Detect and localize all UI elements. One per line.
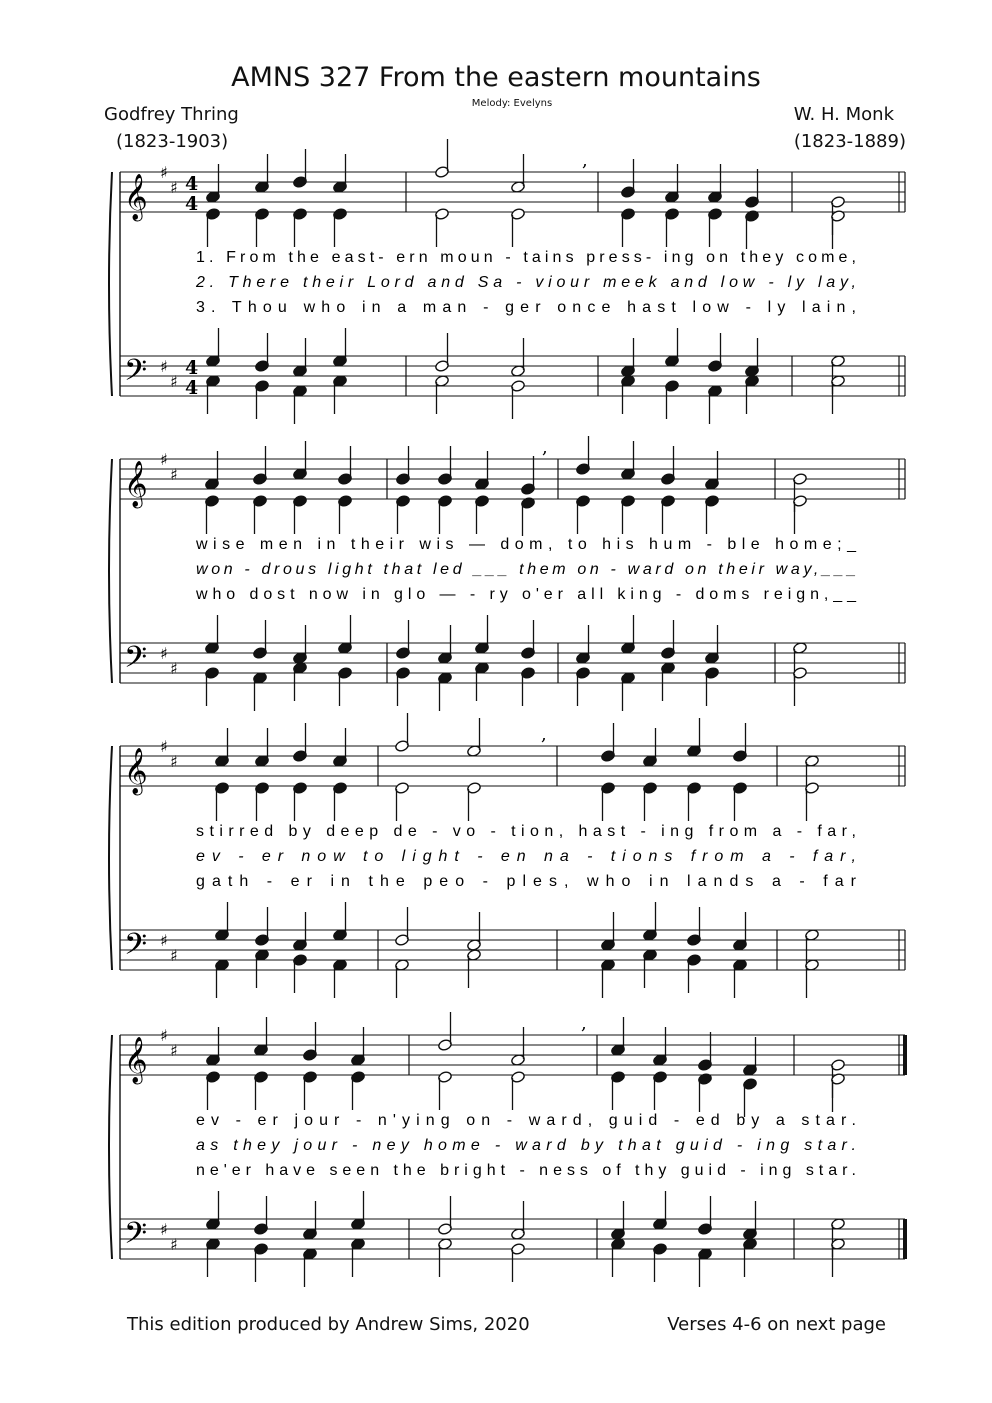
lyric-line-verse-2: won - drous light that led ___ them on - ward on their way,___ xyxy=(196,561,856,578)
lyric-line-verse-3: ne'er have seen the bright - ness of thy guid - ing star. xyxy=(196,1162,856,1179)
sharp-icon: ♯ xyxy=(170,752,178,771)
time-signature: 4 xyxy=(185,357,199,379)
music-author-dates: (1823-1889) xyxy=(793,131,906,152)
hymn-title: AMNS 327 From the eastern mountains xyxy=(231,62,761,93)
system-bracket xyxy=(109,459,112,683)
lyric-line-verse-2: ev - er now to light - en na - tions from a - far, xyxy=(196,848,856,865)
lyric-line-verse-2: 2. There their Lord and Sa - viour meek and low - ly lay, xyxy=(196,274,856,291)
lyric-line-verse-1: ev - er jour - n'ying on - ward, guid - ed by a star. xyxy=(196,1112,856,1129)
bass-clef-icon: 𝄢 xyxy=(124,1217,148,1258)
sharp-icon: ♯ xyxy=(160,357,168,376)
bass-clef-icon: 𝄢 xyxy=(124,354,148,395)
time-signature: 4 xyxy=(185,193,199,215)
sharp-icon: ♯ xyxy=(170,178,178,197)
system-bracket xyxy=(109,172,112,396)
sharp-icon: ♯ xyxy=(160,163,168,182)
lyric-line-verse-3: gath - er in the peo - ples, who in lands a - far xyxy=(196,873,856,890)
treble-clef-icon: 𝄞 xyxy=(124,748,148,794)
treble-clef-icon: 𝄞 xyxy=(124,1037,148,1083)
words-author-name: Godfrey Thring xyxy=(104,104,239,125)
sharp-icon: ♯ xyxy=(160,450,168,469)
breath-mark-icon: , xyxy=(542,437,548,458)
system-bracket xyxy=(109,746,112,970)
words-author-dates: (1823-1903) xyxy=(116,131,229,152)
sharp-icon: ♯ xyxy=(170,1235,178,1254)
melody-name: Melody: Evelyns xyxy=(471,98,553,109)
sharp-icon: ♯ xyxy=(170,465,178,484)
breath-mark-icon: , xyxy=(581,1013,587,1034)
footer-note: Verses 4-6 on next page xyxy=(667,1314,886,1335)
lyric-line-verse-3: 3. Thou who in a man - ger once hast low - ly lain, xyxy=(196,299,857,316)
lyric-line-verse-2: as they jour - ney home - ward by that guid - ing star. xyxy=(196,1137,856,1154)
sharp-icon: ♯ xyxy=(170,659,178,678)
breath-mark-icon: , xyxy=(541,724,547,745)
music-author-name: W. H. Monk xyxy=(793,104,894,125)
sharp-icon: ♯ xyxy=(170,1041,178,1060)
time-signature: 4 xyxy=(185,173,199,195)
breath-mark-icon: , xyxy=(582,150,588,171)
lyric-line-verse-3: who dost now in glo — - ry o'er all king - doms reign,__ xyxy=(196,586,857,603)
sharp-icon: ♯ xyxy=(160,931,168,950)
treble-clef-icon: 𝄞 xyxy=(124,461,148,507)
system-bracket xyxy=(109,1035,112,1259)
sharp-icon: ♯ xyxy=(160,737,168,756)
sharp-icon: ♯ xyxy=(160,1026,168,1045)
treble-clef-icon: 𝄞 xyxy=(124,174,148,220)
lyric-line-verse-1: wise men in their wis — dom, to his hum - ble home;_ xyxy=(196,536,856,553)
bass-clef-icon: 𝄢 xyxy=(124,641,148,682)
time-signature: 4 xyxy=(185,377,199,399)
sharp-icon: ♯ xyxy=(170,946,178,965)
sharp-icon: ♯ xyxy=(160,644,168,663)
lyric-line-verse-1: 1. From the east- ern moun - tains press- ing on they come, xyxy=(196,249,856,266)
sharp-icon: ♯ xyxy=(160,1220,168,1239)
sharp-icon: ♯ xyxy=(170,372,178,391)
bass-clef-icon: 𝄢 xyxy=(124,928,148,969)
footer-credit: This edition produced by Andrew Sims, 2020 xyxy=(127,1314,530,1335)
lyric-line-verse-1: stirred by deep de - vo - tion, hast - ing from a - far, xyxy=(196,823,856,840)
